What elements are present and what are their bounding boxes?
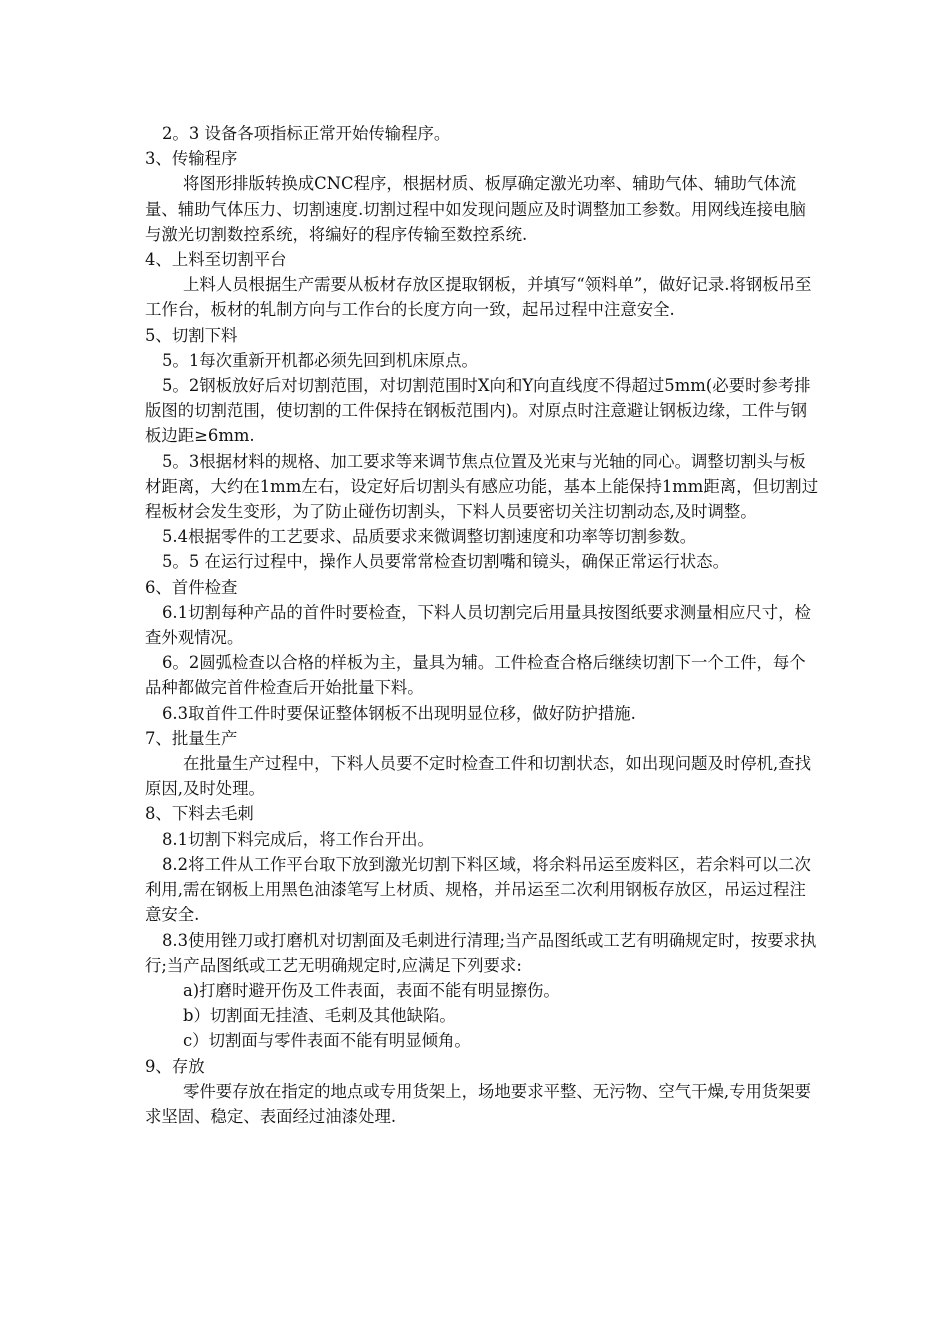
- heading-3: 3、传输程序: [145, 149, 238, 169]
- heading-5: 5、切割下料: [145, 325, 238, 345]
- heading-4: 4、上料至切割平台: [145, 250, 287, 270]
- heading-7: 7、批量生产: [145, 728, 238, 748]
- paragraph-5-4: 5.4根据零件的工艺要求、品质要求来微调整切割速度和功率等切割参数。: [162, 527, 697, 547]
- paragraph-2-3: 2。3 设备各项指标正常开始传输程序。: [162, 124, 451, 143]
- paragraph-8-2: 8.2将工件从工作平台取下放到激光切割下料区域，将余料吊运至废料区，若余料可以二次利用,需在钢板上用黑色油漆笔写上材质、规格，并吊运至二次利用钢板存放区，吊运过程注意安全.: [145, 854, 811, 925]
- paragraph-8-3: 8.3使用锉刀或打磨机对切割面及毛刺进行清理;当产品图纸或工艺有明确规定时，按要求执行;当产品图纸或工艺无明确规定时,应满足下列要求:: [145, 930, 817, 975]
- paragraph-3: 将图形排版转换成CNC程序，根据材质、板厚确定激光功率、辅助气体、辅助气体流量、辅助气体压力、切割速度.切割过程中如发现问题应及时调整加工参数。用网线连接电脑与激光切割数控系统，将编好的程序传输至数控系统.: [145, 174, 806, 244]
- paragraph-6-3: 6.3取首件工件时要保证整体钢板不出现明显位移，做好防护措施.: [162, 703, 636, 723]
- paragraph-5-5: 5。5 在运行过程中，操作人员要常常检查切割嘴和镜头，确保正常运行状态。: [162, 552, 729, 572]
- paragraph-6-1: 6.1切割每种产品的首件时要检查，下料人员切割完后用量具按图纸要求测量相应尺寸，检查外观情况。: [145, 602, 811, 648]
- paragraph-8-1: 8.1切割下料完成后，将工作台开出。: [162, 829, 434, 849]
- paragraph-5-2: 5。2钢板放好后对切割范围，对切割范围时X向和Y向直线度不得超过5mm(必要时参考排版图的切割范围，使切割的工件保持在钢板范围内)。对原点时注意避让钢板边缘，工件与钢板边距≥6mm.: [145, 376, 811, 446]
- heading-8: 8、下料去毛刺: [145, 804, 254, 824]
- heading-9: 9、存放: [145, 1056, 205, 1076]
- list-item-c: c）切割面与零件表面不能有明显倾角。: [183, 1031, 471, 1051]
- paragraph-5-1: 5。1每次重新开机都必须先回到机床原点。: [162, 350, 478, 370]
- heading-6: 6、首件检查: [145, 577, 238, 597]
- paragraph-6-2: 6。2圆弧检查以合格的样板为主，量具为辅。工件检查合格后继续切割下一个工件，每个品种都做完首件检查后开始批量下料。: [145, 653, 806, 698]
- paragraph-4: 上料人员根据生产需要从板材存放区提取钢板，并填写“领料单”，做好记录.将钢板吊至工作台，板材的轧制方向与工作台的长度方向一致，起吊过程中注意安全.: [145, 275, 812, 320]
- paragraph-7: 在批量生产过程中，下料人员要不定时检查工件和切割状态，如出现问题及时停机,查找原因,及时处理。: [145, 754, 812, 799]
- document-page: [145, 121, 820, 1129]
- list-item-b: b）切割面无挂渣、毛刺及其他缺陷。: [183, 1006, 456, 1026]
- paragraph-5-3: 5。3根据材料的规格、加工要求等来调节焦点位置及光束与光轴的同心。调整切割头与板材距离，大约在1mm左右，设定好后切割头有感应功能，基本上能保持1mm距离，但切割过程板材会发生变形，为了防止碰伤切割头，下料人员要密切关注切割动态,及时调整。: [145, 451, 819, 522]
- paragraph-9: 零件要存放在指定的地点或专用货架上，场地要求平整、无污物、空气干燥,专用货架要求坚固、稳定、表面经过油漆处理.: [145, 1081, 812, 1126]
- list-item-a: a)打磨时避开伤及工件表面，表面不能有明显擦伤。: [183, 980, 560, 1000]
